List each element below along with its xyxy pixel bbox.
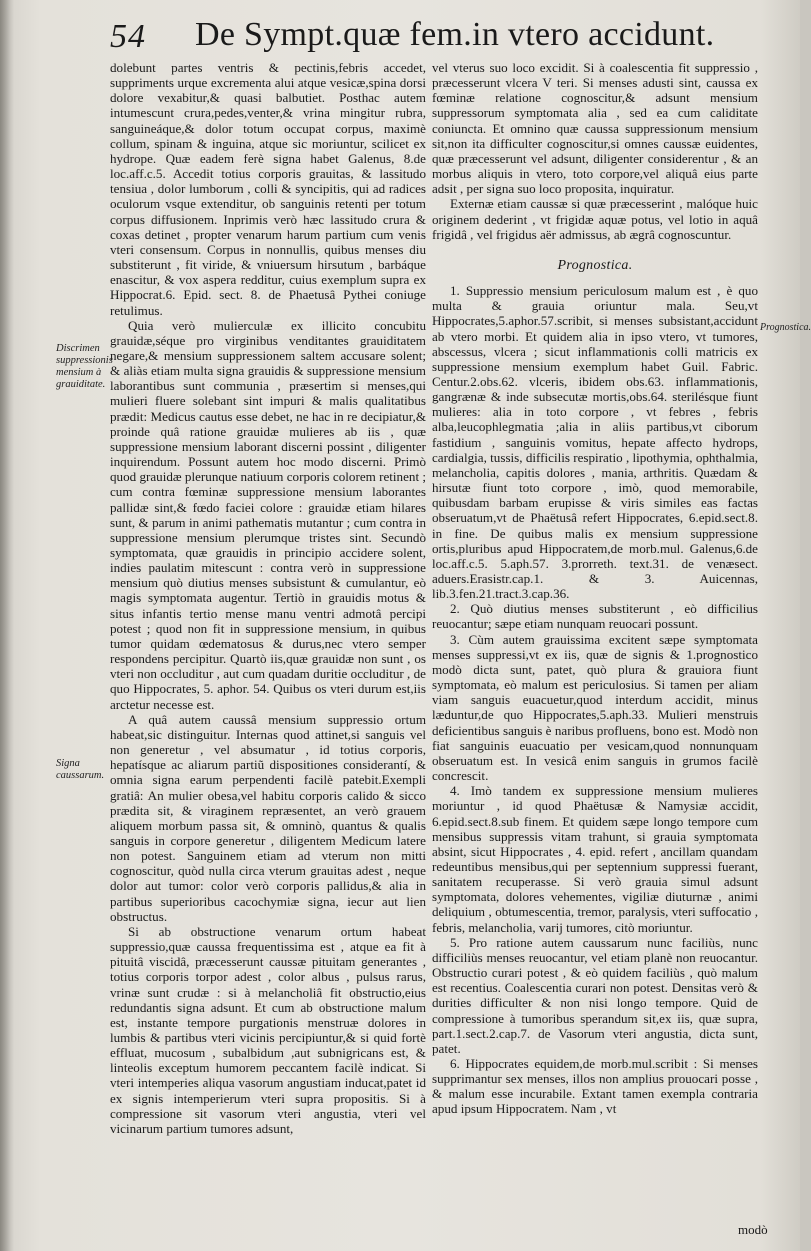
page-header [100,8,780,56]
margin-note-prognostica: Prognostica. [760,322,811,333]
paragraph: A quâ autem caussâ mensium suppressio ortum habeat,sic distinguitur. Internas quod attinet,si sanguis vel non generetur , vel absumatur , id totius corporis, hepatísque ac aliarum partiũ dispositiones considerantí, & omnia signa earum perpendenti facilè patebit.Exempli gratiâ: An mulier obesa,vel habitu corporis calido & sicco prædita sit, & viraginem repræsentet, an verò grauem aliquem morbum passa sit, & omninò, quantus & qualis sanguis in corpore generetur , diligentem Medicum latere non potest. Sanguinem etiam ad vterum non mitti cognoscitur, quòd nulla circa vterum grauitas adest , neque dolor aut tumor: color verò corporis pallidus,& alia in partibus superioribus cacochymiæ signa, iecur aut lien obstructus. [110,711,426,924]
catchword: modò [738,1222,768,1237]
prognosis-item: 5. Pro ratione autem caussarum nunc faciliùs, nunc difficiliùs menses reuocantur, vel etiam planè non reuocantur. Obstructio curari potest , & eò quidem faciliùs , quò malum est recentius. Coalescentia curari non potest. Densitas verò & durities difficulter & non nisi longo tempore. Quid de compressione à tumoribus sperandum sit,ex iis, quæ supra, part.1.sect.2.cap.7. de Vasorum vteri angustia, dicta sunt, patet. [432,934,758,1056]
margin-note-signa-caussarum: Signa caussarum. [56,758,105,781]
paragraph: dolebunt partes ventris & pectinis,febris accedet, suppriments urque excrementa alui atque vesicæ,spina dorsi dolore vexabitur,& quasi balbutiet. Posthac autem intumescunt crura,pedes,venter,& vrina mingitur rubra, sanguineáque,& dolor totum occupat corpus, maximè collum, spinam & inguina, atque sic moriuntur, scilicet ex hydrope. Quæ eadem ferè signa habet Galenus, 8.de loc.aff.c.5. Accedit totius corporis grauitas, & lassitudo tensiua , dolor lumborum , colli & syncipitis, qui ad radices oculorum vsque extenditur, ob sanguinis retenti per totum corpus diffusionem. Inprimis verò hæc lassitudo crura & coxas detinet , propter venarum harum partium cum venis vteri consensum. Corpus in nonnullis, quibus menses diu substiterunt , fit viride, & vniuersum hirsutum , barbáque enascitur, & vox aspera redditur, cuius exemplum supra ex Hippocrat.6. Epid. sect. 8. de Phaetusâ Pythei coniuge retulimus. [110,60,426,318]
prognosis-item: 4. Imò tandem ex suppressione mensium mulieres moriuntur , id quod Phaëtusæ & Namysiæ accidit, 6.epid.sect.8.sub finem. Et quidem sæpe longo tempore cum mensibus suppressis vitam trahunt, si grauia symptomata absint, sicut Hippocrates , 4. epid. refert , ancillam quandam redeuntibus mensibus,qui per septennium suppressi fuerant, sanitatem recuperasse. Si verò grauia simul adsunt symptomata, dolores vehementes, vigiliæ diuturnæ , animi deliquium , obtumescentia, tremor, paralysis, vteri suffocatio , febris, melancholia, varij tumores, citò moriuntur. [432,783,758,935]
prognosis-item: 3. Cùm autem grauissima excitent sæpe symptomata menses suppressi,vt ex iis, quæ de signis & 1.prognostico modò dicta sunt, patet, quò plura & grauiora fiunt symptomata, eò malum est periculosius. Si tamen per aliam viam sanguis euacuetur,quod interdum accidit, minus læduntur,de quo Hippocrates,5.aph.33. Mulieri menstruis deficientibus sanguis è naribus profluens, bono est. Modò non fiat sanguinis euacuatio per vesicam,quod nonnunquam obseruatum est. In vesicâ enim sanguis in grumos facilè concrescit. [432,631,758,784]
right-column [432,60,758,1117]
paragraph: vel vterus suo loco excidit. Si à coalescentia fit suppressio , præcesserunt vlcera V teri. Si menses adusti sint, caussa ex fœminæ relatione cognoscitur,& adsunt mensium suppressorum symptomata alia , sed ea cum caliditate coniuncta. Et omnino quæ caussa suppressionum mensium sit,non ita difficulter cognoscitur,si omnes caussæ euidentes, quæ præcesserunt vel adsunt, diligenter considerentur , & an morbus aliquis in vtero, toto corpore,vel aliquâ eius parte adsit , per signa suo loco proposita, inquiratur. [432,60,758,197]
section-heading-prognostica: Prognostica. [557,257,633,273]
binding-shadow [0,0,14,1251]
running-title: De Sympt.quæ fem.in vtero accidunt. [195,16,715,53]
left-column [110,60,426,1136]
page-number: 54 [110,18,146,55]
margin-note-discrimen: Discrimen suppressionis mensium à grauiditate. [56,343,113,390]
paragraph: Si ab obstructione venarum ortum habeat suppressio,quæ caussa frequentissima est , atque ea fit à pituitâ viscidâ, præcesserunt caussæ pituitam generantes , totius corporis torpor adest , color albus , pulsus rarus, vrinæ sunt crudæ : si à melancholiâ fit obstructio,eius redundantis signa adsunt. Et cum ab obstructione malum est, instante tempore purgationis menstruæ dolores in lumbis & partibus vteri vicinis percipiuntur,& si quid fortè effluat, mucosum , subalbidum ,aut subnigricans est, & linteolis exceptum humorem peccantem facilè indicat. Si vteri intemperies aliqua vasorum angustiam inducat,patet id ex signis intemperierum vteri supra propositis. Si à compressione sit vasorum vteri angustia, vteri vel vicinarum partium tumores adsunt, [110,923,426,1136]
prognosis-item: 6. Hippocrates equidem,de morb.mul.scribit : Si menses supprimantur sex menses, illos non amplius prouocari posse , & malum esse incurabile. Extant tamen exempla contraria apud ipsum Hippocratem. Nam , vt [432,1056,758,1117]
prognosis-item: 2. Quò diutius menses substiterunt , eò difficilius reuocantur; sæpe etiam nunquam reuocari possunt. [432,601,758,632]
prognosis-item: 1. Suppressio mensium periculosum malum est , è quo multa & grauia oriuntur mala. Seu,vt Hippocrates,5.aphor.57.scribit, si menses subsistant,accidunt ab vtero morbi. Et quidem alia in ipso vtero, vt tumores, abscessus, vlcera ; sicut inflammationis colli matricis ex suppressione mensium exemplum habet Guil. Fabric. Centur.2.obs.62. vlceris, ibidem obs.63. inflammationis, gangrænæ & inde subsecutæ mortis,obs.64. sterilésque fiunt mulieres: alia in toto corpore , vt febres , febris alba,leucophlegmatia ;alia in aliis partibus,vt ciborum fastidium , sanguinis vomitus, hepate affecto hydrops, cardialgia, tussis, difficilis respiratio , lipothymia, ophthalmia, melancholia, capitis dolores , mania, arthritis. Quædam & hirsutæ fiunt toto corpore , imò, quod memorabile, quibusdam barbam erupisse & viris similes eas factas obseruatum,vt de Phaëtusâ refert Hippocrates, 6.epid.sect.8. in fine. De quibus malis ex mensium suppressione ortis,pluribus apud Hippocratem,de morb.mul. Galenus,6.de loc.aff.c.5. 5.aph.57. 3.prorreth. text.31. de venæsect. aduers.Erasistr.cap.1. & 3. Auicennas, lib.3.fen.21.tract.3.cap.36. [432,283,758,602]
paragraph: Quia verò mulierculæ ex illicito concubitu grauidæ,séque pro virginibus venditantes grauiditatem negare,& mensium suppressionem saltem accusare solent; & aliàs etiam multa signa grauidis & suppressione mensium laborantibus sunt communia , præsertim si menses,qui mulieri fluere solebant sint impuri & malis qualitatibus prædit: Medicus cautus esse debet, ne hac in re decipiatur,& proinde quâ ratione grauidæ mulieres ab iis , quæ suppressione mensium laborant discerni possint , diligenter inquirendum. Possunt autem hoc modo discerni. Primò quod grauidæ plerunque natiuum corporis colorem retinent ; cum contra fœminæ suppressione mensium laborantes pallidæ sint,& fœdo faciei colore : grauidæ etiam hilares sunt, & parum in animi pathematis mutantur ; cum contra in suppressione mensium plerumque tristes sint. Secundò symptomata, quæ grauidis in principio accidere solent, indies paulatim mitescunt : contra verò in suppressione mensium quò diutius menses subsistunt & cumulantur, eò magis symptomata augentur. Tertiò in grauidis motus & situs infantis tertio mense manu ventri admotâ percipi potest ; quod non fit in suppressione mensium, in quibus tumor quidam œdematosus & durus,nec vtero semper respondens percipitur. Quartò iis,quæ grauidæ non sunt , os vteri non occluditur , aut cum quadam duritie occluditur , de quo Hippocrates, 5. aphor. 54. Quibus os vteri durum est,iis arctetur necesse est. [110,317,426,712]
paragraph: Externæ etiam caussæ si quæ præcesserint , malóque huic originem dederint , vt frigidæ aquæ potus, vel lotio in aquâ frigidâ , vel frigidus aër admissus, ab ægrâ cognoscuntur. [432,196,758,242]
